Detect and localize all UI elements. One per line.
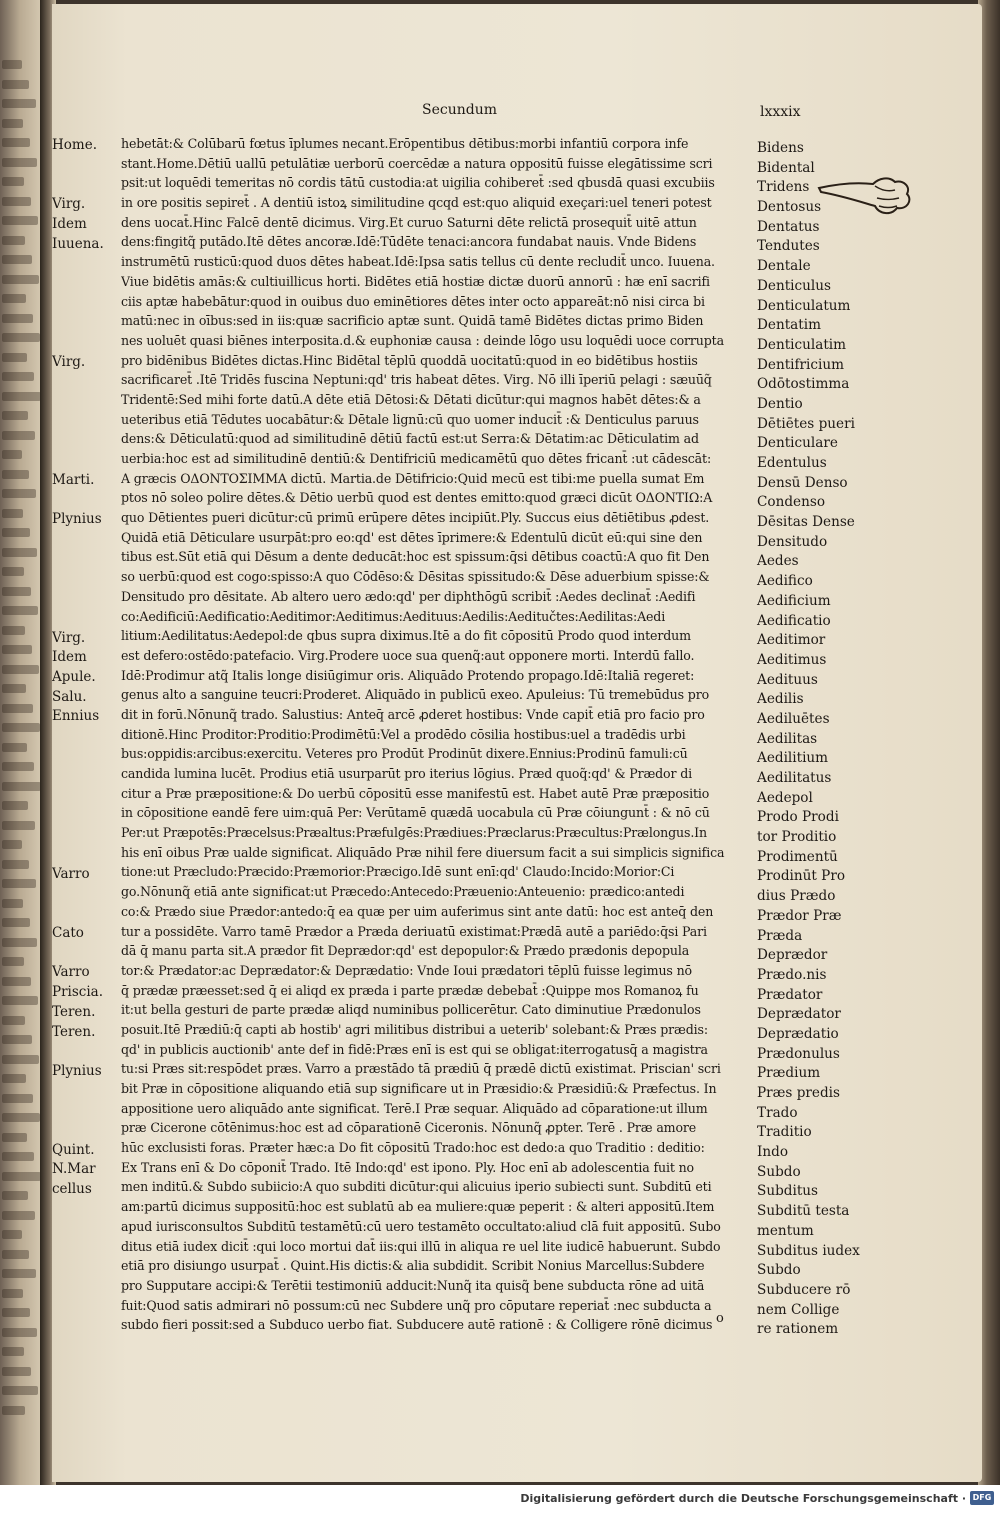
facing-page-text-trace: [2, 996, 38, 1005]
index-term: Deprædor: [757, 947, 828, 964]
text-line: præ Cicerone cōtēnimus:hoc est ad cōparationē Ciceronis. Nōnunq̃ ꝓpter. Terē . Præ amore: [121, 1120, 697, 1136]
index-term: Dentio: [757, 395, 803, 412]
margin-note: Home.: [52, 137, 97, 153]
facing-page-text-trace: [2, 1250, 29, 1259]
running-head: Secundum: [422, 102, 498, 118]
index-term: Dēsitas Dense: [757, 514, 855, 531]
text-line: genus alto a sanguine teucri:Proderet. Aliquādo in publicū exeo. Apuleius: Tū tremebūdus pro: [121, 687, 710, 703]
text-line: psit:ut loquēdi temeritas nō cordis tātū custodia:at uigilia cohiberet̄ :sed qbusdā quasi excubiis: [121, 175, 715, 191]
index-term: Denticulus: [757, 277, 831, 294]
facing-page-text-trace: [2, 801, 28, 810]
index-term: dius Prædo: [757, 888, 836, 905]
facing-page-text-trace: [2, 1406, 25, 1415]
text-line: bus:oppidis:arcibus:exercitu. Veteres pro Prodūt Prodinūt dixere.Ennius:Prodinū famuli:cū: [121, 746, 688, 762]
text-line: A græcis ΟΔΟΝΤΟΣΙΜΜΑ dictū. Martia.de Dētifricio:Quid mecū est tibi:me puella sumat Em: [121, 470, 705, 486]
text-line: instrumētū rusticū:quod duos dētes habeat.Idē:Ipsa satis tellus cū dente recludit̄ unco. Iuuena.: [121, 254, 715, 270]
right-index-column: [757, 139, 869, 1340]
index-term: Aedificium: [757, 592, 831, 609]
text-line: Idē:Prodimur atq̃ Italis longe disiūgimur oris. Aliquādo Protendo propago.Idē:Italiā regeret:: [121, 667, 695, 683]
facing-page-text-trace: [2, 294, 26, 303]
index-term: Aedilitas: [757, 730, 818, 747]
index-term: Dentosus: [757, 199, 822, 216]
facing-page-text-trace: [2, 314, 33, 323]
facing-page-text-trace: [2, 938, 37, 947]
margin-note: Teren.: [52, 1023, 96, 1040]
facing-page-text-trace: [2, 1094, 33, 1103]
margin-note: N.Mar: [52, 1161, 96, 1178]
facing-page-text-trace: [2, 431, 35, 440]
facing-page-text-trace: [2, 177, 24, 186]
margin-note: Apule.: [52, 668, 96, 685]
footer-bar: [0, 1485, 1000, 1513]
index-term: Traditio: [757, 1124, 812, 1141]
folio-number: lxxxix: [760, 104, 801, 120]
index-term: Bidens: [757, 140, 804, 156]
text-line: co:Aedificiū:Aedificatio:Aeditimor:Aeditimus:Aedituus:Aedilis:Aeditučtes:Aedilitas:Aedi: [121, 608, 666, 624]
funding-credit: Digitalisierung gefördert durch die Deutsche Forschungsgemeinschaft ·: [520, 1492, 966, 1505]
facing-page-text-trace: [2, 977, 31, 986]
facing-page-text-trace: [2, 1055, 39, 1064]
index-term: Denticulatim: [757, 336, 847, 353]
text-line: tione:ut Præcludo:Præcido:Præmorior:Præcigo.Idē sunt enī:qd' Claudo:Incido:Morior:Ci: [121, 864, 675, 880]
index-term: Aedilitium: [757, 750, 829, 767]
text-line: ptos nō soleo polire dētes.& Dētio uerbū quod est dentes emitto:quod græci dicūt ΟΔΟΝΤΙΩ:A: [121, 490, 713, 506]
index-term: Deprædatio: [757, 1025, 839, 1042]
index-term: Aedifico: [757, 573, 813, 590]
text-line: citur a Præ præpositione:& Do uerbū cōpositū esse manifestū est. Habet autē Præ præpositio: [121, 785, 710, 801]
text-line: ditionē.Hinc Proditor:Proditio:Prodimētū:Vel a prodēdo cōsilia hostibus:uel a tradēdis urbi: [121, 726, 686, 742]
margin-note: Cato: [52, 925, 84, 941]
text-line: Viue bidētis amās:& cultiuillicus horti. Bidētes etiā hostiæ dictæ duorū annorū : hæ enī sacrifi: [121, 273, 710, 289]
text-line: matū:nec in oībus:sed in iis:quæ sacrificio aptæ sunt. Quidā tamē Bidētes dictas primo Biden: [121, 313, 704, 329]
facing-page-text-trace: [2, 1328, 37, 1337]
index-term: Aeditimus: [757, 651, 827, 668]
main-text-column: [121, 134, 756, 1335]
margin-note: Plynius: [52, 511, 102, 528]
text-line: tibus est.Sūt etiā qui Dēsum a dente deducāt:hoc est spissum:q̄si dētibus coactū:A quo fit Den: [121, 549, 710, 565]
index-term: mentum: [757, 1222, 814, 1239]
facing-page-text-trace: [2, 470, 29, 479]
catchword: o: [716, 1311, 724, 1326]
facing-page-text-trace: [2, 1386, 38, 1395]
facing-page-text-trace: [2, 782, 41, 791]
text-line: sacrificaret̄ .Itē Tridēs fuscina Neptuni:qd' tris habeat dētes. Virg. Nō illi īperiū pelagi : sæuūq̃: [121, 372, 712, 388]
text-line: candida lumina lucēt. Prodius etiā usurparūt pro iterius lōgius. Præd quoq̃:qd' & Prædor di: [121, 766, 693, 781]
text-line: dens uocat̄.Hinc Falcē dentē dicimus. Virg.Et curuo Saturni dēte relictā prosequit̄ uitē attun: [121, 214, 697, 230]
text-line: hebetāt:& Colūbarū fœtus īplumes necant.Erōpentibus dētibus:morbi infantiū corpora infe: [121, 136, 689, 151]
facing-page-text-trace: [2, 723, 40, 732]
facing-page-text-trace: [2, 158, 37, 167]
index-term: Aedes: [757, 553, 799, 570]
facing-page-text-trace: [2, 1172, 41, 1181]
text-line: tor:& Prædator:ac Deprædator:& Deprædatio: Vnde Ioui prædatori tēplū fuisse legimus nō: [121, 962, 692, 978]
index-term: Densū Denso: [757, 474, 848, 491]
facing-page-text-trace: [2, 626, 25, 635]
text-line: pro Supputare accipi:& Terētii testimoniū adducit:Nunq̃ ita quisq̃ bene subducta rōne ad uitā: [121, 1277, 705, 1293]
index-term: Aedepol: [757, 789, 813, 806]
text-line: est defero:ostēdo:patefacio. Virg.Prodere uoce sua quenq̃:aut opponere morti. Interdū fallo.: [121, 647, 695, 663]
margin-note: Iuuena.: [52, 235, 104, 252]
index-term: Subditū testa: [757, 1203, 850, 1220]
text-line: it:ut bella gesturi de parte prædæ aliqd numinibus pollicerētur. Cato diminutiue Prædonulos: [121, 1002, 701, 1018]
text-line: ciis aptæ habebātur:quod in ouibus duo eminētiores dētes inter octo appareāt:nō nisi circa bi: [121, 293, 705, 309]
index-term: Trado: [757, 1104, 798, 1121]
text-line: dit in forū.Nōnunq̃ trado. Salustius: Anteq̄ arcē ꝓderet hostibus: Vnde capit̄ etiā pro facio pro: [121, 706, 705, 722]
margin-note: Virg.: [52, 196, 86, 213]
index-term: Subdo: [757, 1262, 801, 1279]
index-term: Aediluētes: [757, 710, 830, 727]
text-line: tu:si Præs sit:respōdet præs. Varro a præstādo tā prædiū q̄ prædē dictū existimat. Priscian' scri: [121, 1061, 721, 1077]
index-term: Edentulus: [757, 455, 827, 471]
text-line: Tridentē:Sed mihi forte datū.A dēte etiā Dētosi:& Dētati dicūtur:qui magnos habēt dētes:& a: [121, 391, 701, 407]
text-line: his enī oibus Præ ualde significat. Aliquādo Præ nihil fere diuersum facit a sui simplicis significa: [121, 844, 725, 860]
text-line: litium:Aedilitatus:Aedepol:de qbus supra diximus.Itē a do fit cōpositū Prodo quod interdum: [121, 628, 691, 644]
index-term: Dentatim: [757, 317, 821, 334]
facing-page-text-trace: [2, 216, 38, 225]
facing-page-text-trace: [2, 509, 23, 518]
text-line: hūc exclusisti foras. Præter hæc:a Do fit cōpositū Trado:hoc est dedo:a quo Traditio : deditio:: [121, 1140, 705, 1156]
index-term: Prodimentū: [757, 848, 838, 865]
facing-page-edge: [0, 0, 44, 1485]
facing-page-text-trace: [2, 821, 35, 830]
facing-page-text-trace: [2, 1113, 40, 1122]
index-term: Prodo Prodi: [757, 809, 839, 826]
text-line: subdo fieri possit:sed a Subduco uerbo fiat. Subducere autē rationē : & Colligere rōnē dicimus: [121, 1317, 713, 1333]
text-line: ditus etiā iudex dicit̄ :qui loco mortui dat̄ iis:qui illū in aliqua re uel lite iudicē habuerunt. Subdo: [121, 1238, 721, 1254]
facing-page-text-trace: [2, 1308, 30, 1317]
text-line: co:& Prædo siue Prædor:antedo:q̄ ea quæ per uim auferimus sint ante datū: hoc est anteq̄ den: [121, 903, 714, 919]
text-line: pro bidēnibus Bidētes dictas.Hinc Bidētal tēplū quoddā uocitatū:quod in eo bidētibus hostiis: [121, 352, 698, 368]
margin-note: Marti.: [52, 471, 95, 488]
index-term: Prædo.nis: [757, 966, 827, 983]
text-line: fuit:Quod satis admirari nō possum:cū nec Subdere unq̃ pro cōputare reperiat̄ :nec subducta a: [121, 1297, 712, 1313]
facing-page-text-trace: [2, 860, 29, 869]
facing-page-text-trace: [2, 1074, 26, 1083]
facing-page-text-trace: [2, 762, 34, 771]
facing-page-text-trace: [2, 138, 30, 147]
facing-page-text-trace: [2, 645, 32, 654]
margin-note: Priscia.: [52, 984, 104, 1001]
text-line: so uerbū:quod est cogo:spisso:A quo Cōdēso:& Dēsitas spissitudo:& Dēse aduerbium spisse:&: [121, 569, 710, 585]
index-term: Tridens: [757, 179, 810, 196]
facing-page-text-trace: [2, 1289, 23, 1298]
text-line: dens:& Dēticulatū:quod ad similitudinē dētiū factū est:ut Serra:& Dētatim:ac Dēticulatim ad: [121, 431, 699, 447]
text-line: apud iurisconsultos Subditū testamētū:cū uero testamēto occultato:aliud clā fuit appositū. Subo: [121, 1218, 721, 1234]
facing-page-text-trace: [2, 1191, 28, 1200]
text-line: go.Nōnunq̃ etiā ante significat:ut Præcedo:Antecedo:Præuenio:Anteuenio: prædico:antedi: [121, 884, 685, 900]
facing-page-text-trace: [2, 1016, 25, 1025]
text-line: qd' in publicis auctionib' ante def in fidē:Præs enī is est qui se obligat:iterrogatusq̄ a magistra: [121, 1041, 708, 1057]
facing-page-text-trace: [2, 606, 38, 615]
text-line: uerbia:hoc est ad similitudinē dentiū:& Dentifriciū medicamētū quo dētes fricant̄ :ut cādescāt:: [121, 451, 712, 466]
facing-page-text-trace: [2, 255, 32, 264]
margin-note: Ennius: [52, 708, 100, 725]
index-term: Aedilis: [757, 691, 804, 708]
index-term: Aeditimor: [757, 632, 826, 649]
facing-page-text-trace: [2, 392, 41, 401]
index-term: Dentale: [757, 258, 811, 275]
index-term: Denticulatum: [757, 297, 851, 314]
margin-note: Idem: [52, 649, 87, 666]
index-term: Prodinūt Pro: [757, 868, 846, 885]
text-line: in ore positis sepiret̄ . A dentiū istoꝝ similitudine qcqd est:quo aliquid exeçari:uel teneri potest: [121, 195, 712, 211]
text-line: bit Præ in cōpositione aliquando etiā sup significare ut in Præsidio:& Præsidiū:& Præfectus. In: [121, 1081, 717, 1096]
margin-note: Salu.: [52, 688, 87, 705]
manicule-pointing-hand-icon: [817, 172, 913, 220]
text-line: ueteribus etiā Tēdutes uocabātur:& Dētale lignū:cū quo uomer inducit̄ :& Denticulus paruus: [121, 411, 699, 427]
facing-page-text-trace: [2, 275, 39, 284]
index-term: Prædor Præ: [757, 907, 842, 924]
facing-page-text-trace: [2, 743, 27, 752]
facing-page-text-trace: [2, 1230, 22, 1239]
facing-page-text-trace: [2, 99, 36, 108]
index-term: Præda: [757, 927, 803, 944]
facing-page-text-trace: [2, 918, 30, 927]
index-term: Indo: [757, 1144, 789, 1161]
facing-page-text-trace: [2, 1269, 36, 1278]
index-term: Prædator: [757, 986, 823, 1003]
index-term: Bidental: [757, 159, 815, 176]
margin-note: cellus: [52, 1181, 92, 1198]
index-term: Subdo: [757, 1163, 801, 1180]
index-term: Præs predis: [757, 1085, 840, 1101]
index-term: Aedituus: [757, 671, 818, 688]
facing-page-text-trace: [2, 1367, 31, 1376]
facing-page-text-trace: [2, 197, 31, 206]
index-term: tor Proditio: [757, 829, 837, 846]
margin-note: Teren.: [52, 1003, 96, 1020]
facing-page-text-trace: [2, 450, 22, 459]
margin-note: Idem: [52, 215, 87, 232]
facing-page-text-trace: [2, 489, 36, 498]
text-line: stant.Home.Dētiū uallū petulātiæ uerborū coercēdæ a natura oppositū fuisse elegātissime scri: [121, 155, 713, 171]
facing-page-text-trace: [2, 840, 22, 849]
margin-note: Varro: [52, 865, 90, 882]
index-term: Subditus: [757, 1183, 819, 1200]
index-term: Prædonulus: [757, 1045, 840, 1062]
book-page: [52, 4, 982, 1482]
text-line: nes uoluēt quasi biēnes interposita.d.& euphoniæ causa : deinde lōgo usu loquēdi uoce corrupta: [121, 332, 724, 348]
text-line: dā q̄ manu parta sit.A prædor fit Deprædor:qd' est depopulor:& Prædo prædonis depopula: [121, 943, 690, 959]
facing-page-text-trace: [2, 1211, 35, 1220]
facing-page-text-trace: [2, 80, 29, 89]
margin-note: Virg.: [52, 353, 86, 370]
facing-page-text-trace: [2, 684, 26, 693]
text-line: Ex Trans enī & Do cōponit̄ Trado. Itē Indo:qd' est ipono. Ply. Hoc enī ab adolescentia fuit no: [121, 1159, 694, 1175]
index-term: Tendutes: [757, 238, 820, 255]
facing-page-text-trace: [2, 411, 28, 420]
facing-page-text-trace: [2, 1035, 32, 1044]
margin-note: Virg.: [52, 629, 86, 646]
text-line: Densitudo pro dēsitate. Ab altero uero ædo:qd' per diphthōgū scribit̄ :Aedes declinat̄ :Aedifi: [121, 588, 696, 604]
facing-page-text-trace: [2, 1347, 24, 1356]
index-term: nem Collige: [757, 1301, 840, 1318]
facing-page-text-trace: [2, 236, 25, 245]
facing-page-text-trace: [2, 60, 22, 69]
index-term: Subducere rō: [757, 1281, 851, 1298]
facing-page-text-trace: [2, 957, 24, 966]
text-line: am:partū dicimus suppositū:hoc est sublatū ab ea muliere:quæ peperit : & alteri appositū.Item: [121, 1199, 715, 1215]
text-line: etiā pro disiungo usurpat̄ . Quint.His dictis:& alia subdidit. Scribit Nonius Marcellus:Subdere: [121, 1258, 705, 1274]
index-term: Dentatus: [757, 218, 820, 235]
text-line: quo Dētientes pueri dicūtur:cū primū erūpere dētes incipiūt.Ply. Succus eius dētiētibus ꝓdest.: [121, 510, 710, 526]
margin-note: Quint.: [52, 1141, 95, 1158]
facing-page-text-trace: [2, 899, 23, 908]
text-line: dens:fingitq̃ putādo.Itē dētes ancoræ.Idē:Tūdēte tenaci:ancora fundabat nauis. Vnde Bidens: [121, 234, 697, 250]
text-line: posuit.Itē Prædiū:q̄ capti ab hostib' agri militibus distribui a ueterib' solebant:& Præs prædis:: [121, 1021, 708, 1037]
index-term: Aedificatio: [757, 612, 831, 629]
index-term: Aedilitatus: [757, 770, 832, 786]
facing-page-text-trace: [2, 353, 27, 362]
text-line: in cōpositione eandē fere uim:quā Per: Verūtamē quædā uocabula cū Præ cōiungunt̄ : & nō cū: [121, 805, 710, 821]
facing-page-text-trace: [2, 372, 34, 381]
text-line: Per:ut Præpotēs:Præcelsus:Præaltus:Præfulgēs:Prædiues:Præclarus:Præcultus:Prælongus.In: [121, 825, 707, 841]
facing-page-text-trace: [2, 704, 33, 713]
index-term: Subditus iudex: [757, 1242, 860, 1259]
facing-page-text-trace: [2, 567, 24, 576]
text-line: appositione uero aliquādo ante significat. Terē.I Præ sequar. Aliquādo ad cōparatione:ut illum: [121, 1100, 708, 1116]
index-term: re rationem: [757, 1321, 839, 1338]
margin-note: Varro: [52, 964, 90, 981]
facing-page-text-trace: [2, 587, 31, 596]
index-term: Prædium: [757, 1065, 821, 1082]
text-line: men inditū.& Subdo subiicio:A quo subditi dicūtur:qui alicuius iperio subiecti sunt. Subditū eti: [121, 1179, 712, 1195]
text-line: Quidā etiā Dēticulare usurpāt:pro eo:qd' est dētes īprimere:& Edentulū dicūt eū:qui sine den: [121, 529, 703, 545]
facing-page-text-trace: [2, 665, 39, 674]
facing-page-text-trace: [2, 548, 37, 557]
dfg-logo: DFG: [970, 1491, 994, 1505]
facing-page-text-trace: [2, 1133, 27, 1142]
facing-page-text-trace: [2, 879, 36, 888]
index-term: Condenso: [757, 494, 826, 511]
facing-page-text-trace: [2, 333, 40, 342]
index-term: Deprædator: [757, 1006, 841, 1023]
facing-page-text-trace: [2, 119, 23, 128]
text-line: tur a possidēte. Varro tamē Prædor a Præda deriuatū existimat:Prædā autē a pariēdo:q̄si Pari: [121, 923, 707, 939]
facing-page-text-trace: [2, 1152, 34, 1161]
index-term: Densitudo: [757, 533, 828, 550]
facing-page-text-trace: [2, 528, 30, 537]
index-term: Denticulare: [757, 435, 838, 452]
index-term: Dentifricium: [757, 356, 844, 373]
index-term: Dētiētes pueri: [757, 415, 855, 432]
text-line: q̄ prædæ præesset:sed q̄ ei aliqd ex præda i parte prædæ debebat̄ :Quippe mos Romanoꝝ fu: [121, 982, 699, 998]
index-term: Odōtostimma: [757, 376, 850, 393]
margin-note: Plynius: [52, 1062, 102, 1079]
